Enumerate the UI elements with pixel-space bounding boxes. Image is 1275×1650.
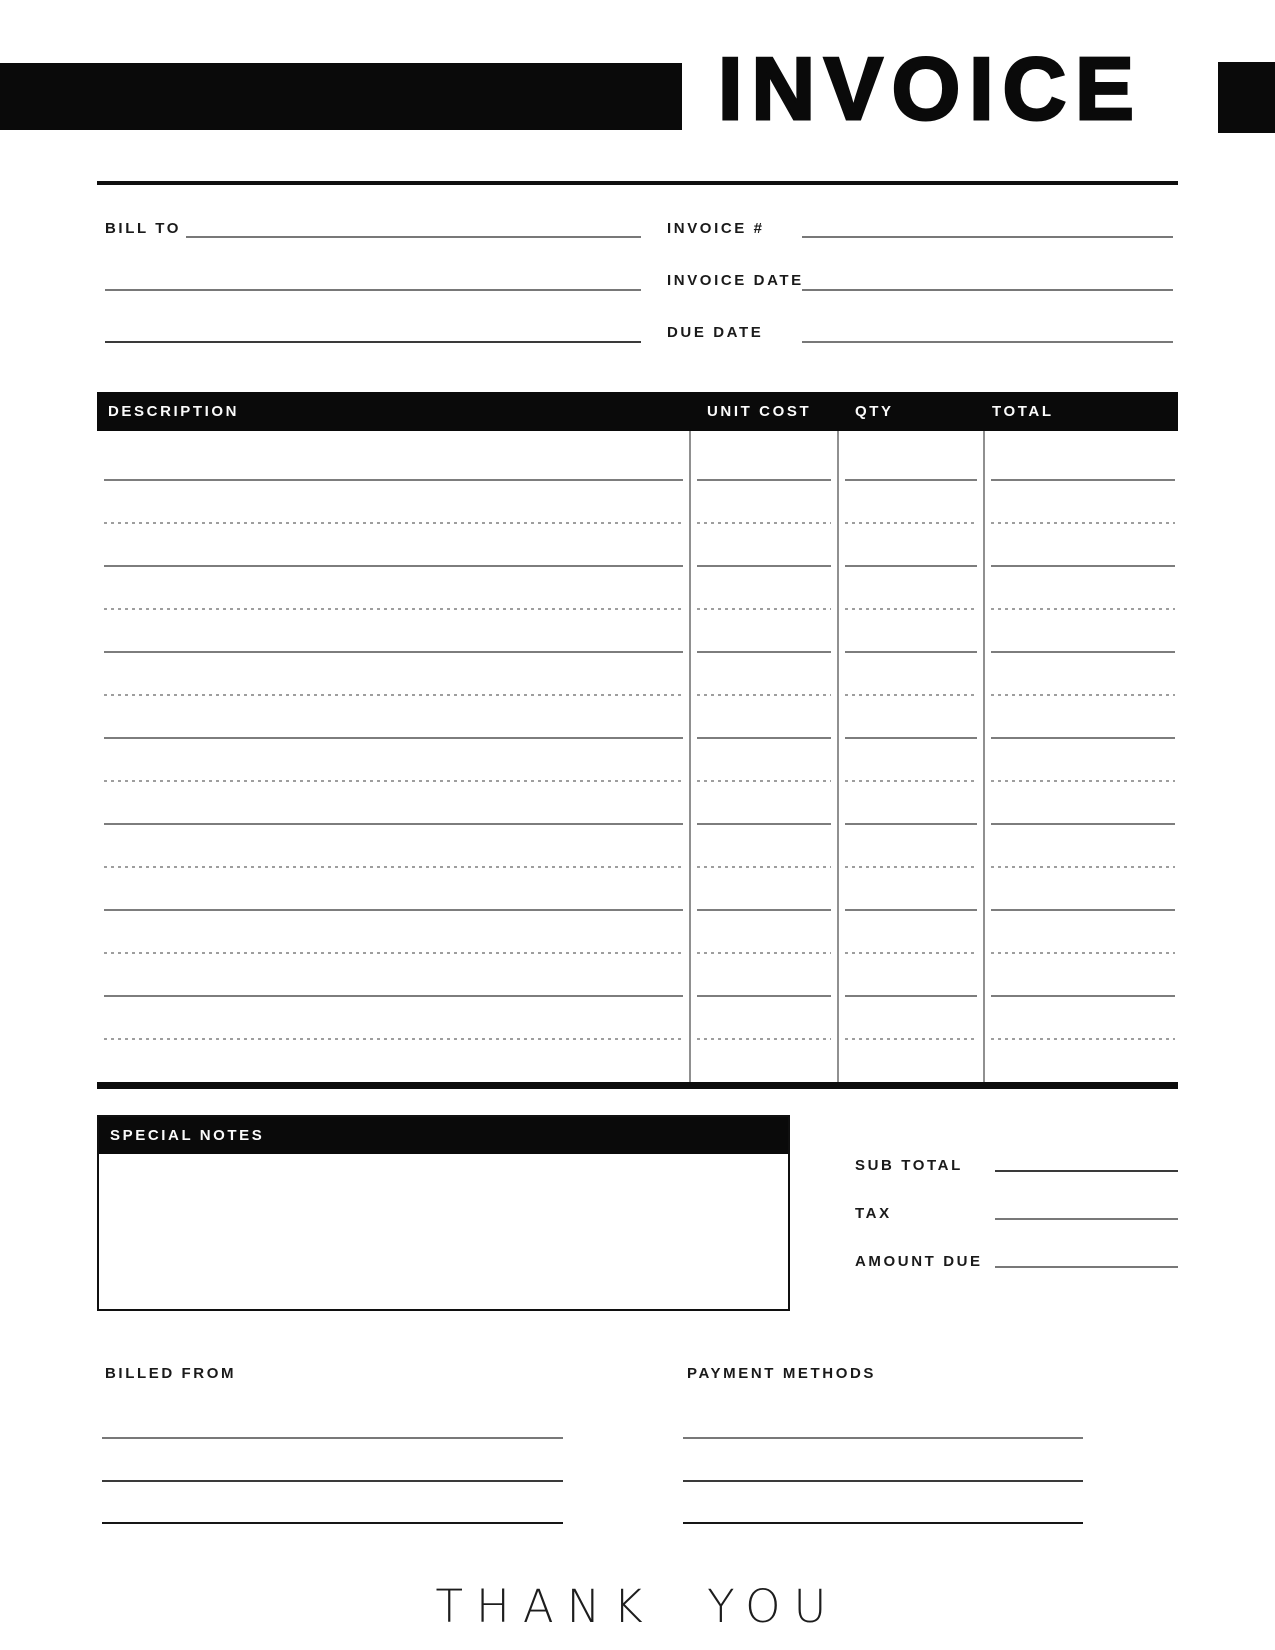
item-row[interactable] bbox=[97, 672, 1178, 696]
item-cell-qty[interactable] bbox=[845, 629, 977, 653]
bill-to-line-3[interactable] bbox=[105, 341, 641, 343]
item-cell-description[interactable] bbox=[104, 672, 683, 696]
item-cell-total[interactable] bbox=[991, 629, 1175, 653]
item-cell-description[interactable] bbox=[104, 973, 683, 997]
header-accent-square bbox=[1218, 62, 1275, 133]
item-cell-unit-cost[interactable] bbox=[697, 844, 831, 868]
item-cell-description[interactable] bbox=[104, 715, 683, 739]
subtotal-line[interactable] bbox=[995, 1170, 1178, 1172]
item-row[interactable] bbox=[97, 1016, 1178, 1040]
item-cell-unit-cost[interactable] bbox=[697, 973, 831, 997]
item-cell-qty[interactable] bbox=[845, 887, 977, 911]
invoice-number-label: INVOICE # bbox=[667, 220, 765, 237]
item-cell-unit-cost[interactable] bbox=[697, 457, 831, 481]
due-date-label: DUE DATE bbox=[667, 324, 764, 341]
item-cell-qty[interactable] bbox=[845, 930, 977, 954]
payment-methods-line-2[interactable] bbox=[683, 1480, 1083, 1482]
items-table bbox=[97, 392, 1178, 1089]
bill-to-line-2[interactable] bbox=[105, 289, 641, 291]
invoice-date-label: INVOICE DATE bbox=[667, 272, 804, 289]
item-cell-qty[interactable] bbox=[845, 543, 977, 567]
billed-from-line-1[interactable] bbox=[102, 1437, 563, 1439]
payment-methods-line-3[interactable] bbox=[683, 1522, 1083, 1524]
column-header-qty: QTY bbox=[855, 403, 894, 420]
bill-to-label: BILL TO bbox=[105, 220, 181, 237]
item-cell-total[interactable] bbox=[991, 1016, 1175, 1040]
item-cell-description[interactable] bbox=[104, 930, 683, 954]
item-cell-unit-cost[interactable] bbox=[697, 1016, 831, 1040]
item-cell-description[interactable] bbox=[104, 844, 683, 868]
item-cell-description[interactable] bbox=[104, 500, 683, 524]
item-row[interactable] bbox=[97, 500, 1178, 524]
invoice-date-line[interactable] bbox=[802, 289, 1173, 291]
column-header-unit-cost: UNIT COST bbox=[707, 403, 812, 420]
item-cell-description[interactable] bbox=[104, 887, 683, 911]
due-date-line[interactable] bbox=[802, 341, 1173, 343]
item-cell-unit-cost[interactable] bbox=[697, 500, 831, 524]
item-row[interactable] bbox=[97, 715, 1178, 739]
thank-you-text: THANK YOU bbox=[435, 1580, 840, 1633]
column-header-total: TOTAL bbox=[992, 403, 1054, 420]
item-cell-total[interactable] bbox=[991, 844, 1175, 868]
invoice-title: INVOICE bbox=[718, 39, 1143, 138]
item-cell-qty[interactable] bbox=[845, 457, 977, 481]
item-cell-unit-cost[interactable] bbox=[697, 758, 831, 782]
item-cell-unit-cost[interactable] bbox=[697, 930, 831, 954]
item-row[interactable] bbox=[97, 457, 1178, 481]
billed-from-label: BILLED FROM bbox=[105, 1365, 237, 1382]
subtotal-label: SUB TOTAL bbox=[855, 1157, 963, 1174]
item-cell-total[interactable] bbox=[991, 715, 1175, 739]
item-cell-description[interactable] bbox=[104, 543, 683, 567]
item-cell-qty[interactable] bbox=[845, 801, 977, 825]
tax-label: TAX bbox=[855, 1205, 892, 1222]
item-cell-qty[interactable] bbox=[845, 758, 977, 782]
billed-from-line-3[interactable] bbox=[102, 1522, 563, 1524]
item-cell-description[interactable] bbox=[104, 758, 683, 782]
item-cell-total[interactable] bbox=[991, 930, 1175, 954]
billed-from-line-2[interactable] bbox=[102, 1480, 563, 1482]
item-cell-qty[interactable] bbox=[845, 973, 977, 997]
item-row[interactable] bbox=[97, 586, 1178, 610]
item-cell-qty[interactable] bbox=[845, 500, 977, 524]
invoice-number-line[interactable] bbox=[802, 236, 1173, 238]
item-cell-unit-cost[interactable] bbox=[697, 672, 831, 696]
item-cell-unit-cost[interactable] bbox=[697, 887, 831, 911]
item-cell-total[interactable] bbox=[991, 543, 1175, 567]
item-cell-qty[interactable] bbox=[845, 844, 977, 868]
item-row[interactable] bbox=[97, 758, 1178, 782]
item-row[interactable] bbox=[97, 543, 1178, 567]
header-accent-bar bbox=[0, 63, 682, 130]
item-cell-description[interactable] bbox=[104, 586, 683, 610]
item-cell-total[interactable] bbox=[991, 500, 1175, 524]
item-row[interactable] bbox=[97, 801, 1178, 825]
payment-methods-label: PAYMENT METHODS bbox=[687, 1365, 877, 1382]
item-cell-total[interactable] bbox=[991, 457, 1175, 481]
item-row[interactable] bbox=[97, 844, 1178, 868]
item-cell-total[interactable] bbox=[991, 973, 1175, 997]
item-cell-unit-cost[interactable] bbox=[697, 543, 831, 567]
special-notes-box bbox=[97, 1115, 790, 1311]
item-cell-qty[interactable] bbox=[845, 672, 977, 696]
special-notes-textarea[interactable] bbox=[99, 1154, 788, 1299]
item-cell-unit-cost[interactable] bbox=[697, 801, 831, 825]
bill-to-line-1[interactable] bbox=[186, 236, 641, 238]
item-cell-description[interactable] bbox=[104, 629, 683, 653]
item-cell-total[interactable] bbox=[991, 586, 1175, 610]
item-cell-description[interactable] bbox=[104, 801, 683, 825]
header-divider bbox=[97, 181, 1178, 185]
item-cell-qty[interactable] bbox=[845, 715, 977, 739]
column-header-description: DESCRIPTION bbox=[108, 403, 240, 420]
item-cell-qty[interactable] bbox=[845, 1016, 977, 1040]
item-cell-unit-cost[interactable] bbox=[697, 629, 831, 653]
payment-methods-line-1[interactable] bbox=[683, 1437, 1083, 1439]
item-cell-total[interactable] bbox=[991, 758, 1175, 782]
item-cell-unit-cost[interactable] bbox=[697, 715, 831, 739]
item-row[interactable] bbox=[97, 887, 1178, 911]
item-cell-total[interactable] bbox=[991, 672, 1175, 696]
amount-due-label: AMOUNT DUE bbox=[855, 1253, 983, 1270]
item-row[interactable] bbox=[97, 973, 1178, 997]
special-notes-label: SPECIAL NOTES bbox=[110, 1127, 265, 1144]
item-row[interactable] bbox=[97, 629, 1178, 653]
item-cell-qty[interactable] bbox=[845, 586, 977, 610]
item-cell-description[interactable] bbox=[104, 1016, 683, 1040]
items-table-header bbox=[97, 392, 1178, 431]
special-notes-header bbox=[99, 1117, 788, 1154]
item-cell-description[interactable] bbox=[104, 457, 683, 481]
tax-line[interactable] bbox=[995, 1218, 1178, 1220]
item-cell-total[interactable] bbox=[991, 887, 1175, 911]
item-cell-unit-cost[interactable] bbox=[697, 586, 831, 610]
item-cell-total[interactable] bbox=[991, 801, 1175, 825]
item-row[interactable] bbox=[97, 930, 1178, 954]
items-table-body bbox=[97, 431, 1178, 1089]
amount-due-line[interactable] bbox=[995, 1266, 1178, 1268]
